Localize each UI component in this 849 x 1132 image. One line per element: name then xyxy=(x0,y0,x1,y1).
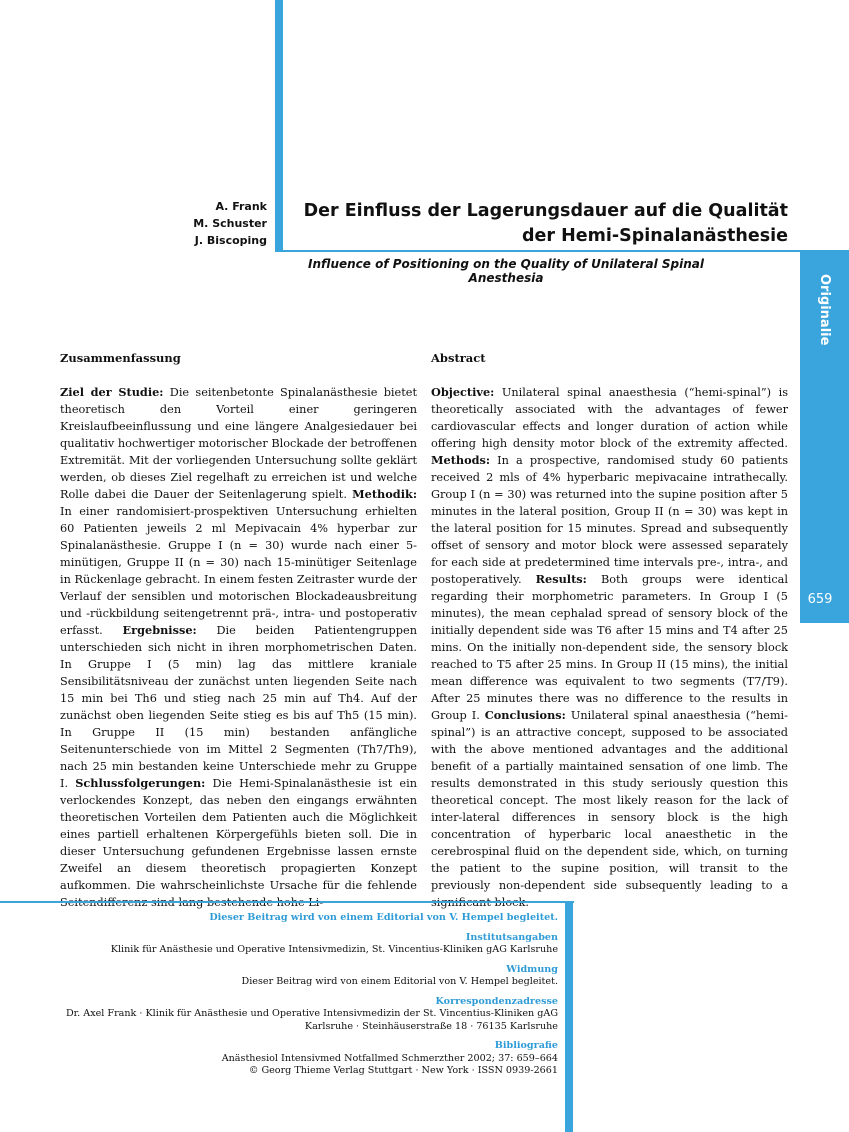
author: M. Schuster xyxy=(193,217,267,230)
author: A. Frank xyxy=(215,200,267,213)
author: J. Biscoping xyxy=(194,234,267,247)
english-title: Influence of Positioning on the Quality of Unilateral Spinal Anesthesia xyxy=(307,257,704,285)
summary-label: Ziel der Studie: xyxy=(60,385,164,399)
correspondence-line: Karlsruhe · Steinhäuserstraße 18 · 76135 Karlsruhe xyxy=(304,1020,558,1032)
abstract-heading: Abstract xyxy=(431,351,486,365)
article-title xyxy=(300,199,788,249)
title-line: Der Einfluss der Lagerungsdauer auf die Qualität xyxy=(303,201,788,221)
bibliography-heading: Bibliografie xyxy=(494,1040,558,1051)
title-line: der Hemi-Spinalanästhesie xyxy=(522,226,788,246)
german-summary xyxy=(60,350,417,911)
institution-heading: Institutsangaben xyxy=(465,931,558,943)
editorial-note: Dieser Beitrag wird von einem Editorial von V. Hempel begleitet. xyxy=(209,912,558,923)
abstract-label: Conclusions: xyxy=(484,708,566,722)
dedication-text: Dieser Beitrag wird von einem Editorial von V. Hempel begleitet. xyxy=(241,976,558,987)
abstract-label: Methods: xyxy=(431,453,491,467)
summary-label: Methodik: xyxy=(352,487,417,501)
abstract-label: Objective: xyxy=(431,385,495,399)
page-number: 659 xyxy=(807,592,833,607)
english-abstract xyxy=(431,350,788,911)
author-list xyxy=(150,198,267,249)
abstract-label: Results: xyxy=(535,572,587,586)
correspondence-line: Dr. Axel Frank · Klinik für Anästhesie und Operative Intensivmedizin der St. Vincentius-Kliniken gAG xyxy=(65,1008,558,1019)
section-label: Originalie xyxy=(817,274,832,346)
article-info-box xyxy=(40,912,558,1078)
header-accent-bar xyxy=(275,0,283,251)
abstract-paragraph: Objective: Unilateral spinal anaesthesia (“hemi-spinal”) is theoretically associated with the advantages of fewer cardiovascular effects and longer duration of action while offering high density motor block of the extremity affected. Methods: In a prospective, randomised study 60 patients received 2 mls of 4% hyperbaric mepivacaine intrathecally. Group I (n = 30) was returned into the supine position after 5 minutes in the lateral position, Group II (n = 30) was kept in the lateral position for 15 minutes. Spread and subsequently offset of sensory and motor block were assessed separately for each side at predetermined time intervals pre-, intra-, and postoperatively. Results: Both groups were identical regarding their morphometric parameters. In Group I (5 minutes), the mean cephalad spread of sensory block of the initially dependent side was T6 after 15 mins and T4 after 25 mins. On the initially non-dependent side, the sensory block reached to T5 after 25 mins. In Group II (15 mins), the initial mean difference was equivalent to two segments (T7/T9). After 25 minutes there was no difference to the results in Group I. Conclusions: Unilateral spinal anaesthesia (“hemi-spinal”) is an attractive concept, supposed to be associated with the above mentioned advantages and the additional benefit of a partially maintained sensation of one limb. The results demonstrated in this study seriously question this theoretical concept. The most likely reason for the lack of inter-lateral differences in sensory block is the high concentration of hyperbaric local anaesthetic in the cerebrospinal fluid on the dependent side, which, on turning the patient to the supine position, will transit to the previously non-dependent side subsequently leading to a xyxy=(431,385,788,892)
bibliography-line: Anästhesiol Intensivmed Notfallmed Schmerzther 2002; 37: 659–664 xyxy=(221,1052,558,1064)
header-rule xyxy=(275,250,849,252)
summary-heading: Zusammenfassung xyxy=(60,351,181,365)
summary-paragraph: Ziel der Studie: Die seitenbetonte Spinalanästhesie bietet theoretisch den Vorteil einer geringeren Kreislaufbeeinflussung und eine längere Analgesiedauer bei qualitativ hochwertiger motorischer Blockade der betroffenen Extremität. Mit der vorliegenden Untersuchung sollte geklärt werden, ob dieses Ziel regelhaft zu erreichen ist und welche Rolle dabei die Dauer der Seitenlagerung spielt. Methodik: In einer randomisiert-prospektiven Untersuchung erhielten 60 Patienten jeweils 2 ml Mepivacain 4% hyperbar zur Spinalanästhesie. Gruppe I (n = 30) wurde nach einer 5-minütigen, Gruppe II (n = 30) nach 15-minütiger Seitenlage in Rückenlage gebracht. In einem festen Zeitraster wurde der Verlauf der sensiblen und motorischen Blockadeausbreitung und -rückbildung seitengetrennt prä-, intra- und postoperativ erfasst. Ergebnisse: Die beiden Patientengruppen unterschieden sich nicht in ihren morphometrischen Daten. In Gruppe I (5 min) lag das mittlere kraniale Sensibilitätsniveau der zunächst unten liegenden Seite nach 15 min bei Th6 und stieg nach 25 min auf Th4. Auf der zunächst oben liegenden Seite stieg es bis auf Th5 (15 min). In Gruppe II (15 min) bestanden anfängliche Seitenunterschiede von im Mittel 2 Segmenten (Th7/Th9), nach 25 min bestanden keine Unterschiede mehr zu Gruppe I. Schlussfolgerungen: Die Hemi-Spinalanästhesie ist ein verlockendes Konzept, das neben den eingangs erwähnten theoretischen Vorteilen dem Patienten auch die Möglichkeit eines partiell erhaltenen Körpergefühls bieten soll. Die in dieser Untersuchung gefundenen Ergebnisse lassen ernste Zweifel an diesem theoretisch propagierten Konzept aufkommen. Die wahrscheinlichste Ursache für die fehlende xyxy=(60,385,417,892)
bibliography-line: © Georg Thieme Verlag Stuttgart · New York · ISSN 0939-2661 xyxy=(248,1065,558,1076)
correspondence-heading: Korrespondenzadresse xyxy=(435,995,558,1007)
summary-label: Ergebnisse: xyxy=(122,623,197,637)
footer-accent-bar xyxy=(565,901,573,1132)
institution-text: Klinik für Anästhesie und Operative Intensivmedizin, St. Vincentius-Kliniken gAG Karlsruhe xyxy=(110,944,558,955)
dedication-heading: Widmung xyxy=(506,963,558,975)
footer-rule xyxy=(0,901,574,903)
summary-label: Schlussfolgerungen: xyxy=(75,776,206,790)
